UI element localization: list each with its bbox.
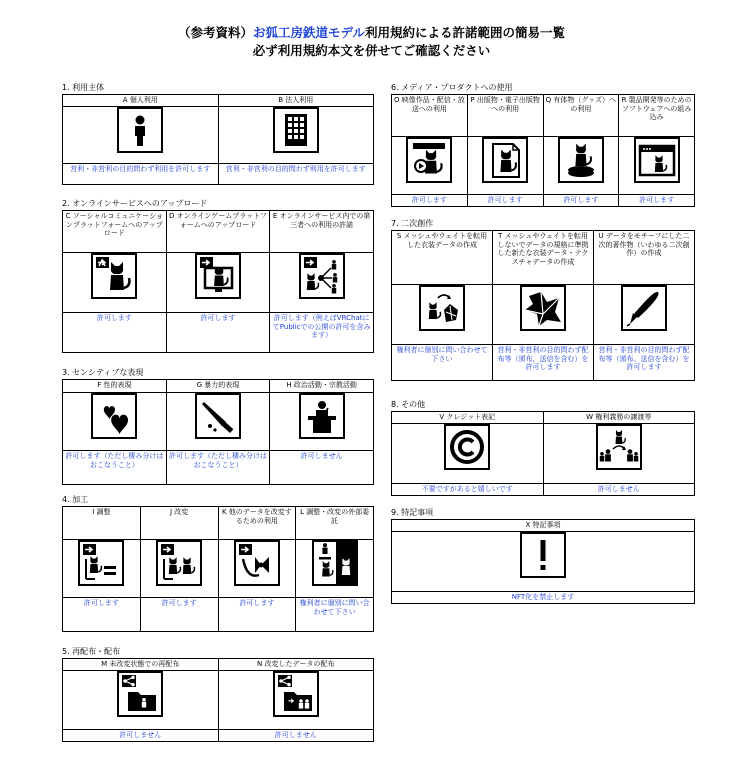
permission-note: 営利・非営利の目的問わず配布等（頒布、送信を含む）を許可します [594, 345, 695, 381]
item-header: G 暴力的表現 [166, 380, 270, 393]
item-header: H 政治活動・宗教活動 [270, 380, 374, 393]
permission-note: 許可します [63, 598, 141, 632]
item-header: K 他のデータを改変するための利用 [218, 507, 296, 540]
section-media-product: 6. メディア・プロダクトへの使用 O 映像作品・配信・放送への利用 P 出版物・電子出版物への利用 Q 有体物（グッズ）への利用 R 製品開発等のためのソフトウェアへの組み込み 許可します 許可します 許可します 許可します [391, 82, 695, 207]
permission-note: 許可します [619, 195, 695, 207]
publication-icon [482, 137, 528, 183]
section-special-notes: 9. 特記事項 X 特記事項 NFT化を禁止します [391, 507, 695, 604]
permission-note: 許可しません [270, 451, 374, 485]
permission-note: 許可します [166, 313, 270, 353]
permission-note: 許可します [140, 598, 218, 632]
permission-note: 許可しません [63, 729, 219, 741]
section-processing: 4. 加工 I 調整 J 改変 K 他のデータを改変するための利用 L 調整・改変の外部委託 許可します 許可します 許可します 権利者に個別に問い合わせて下さい [62, 494, 374, 632]
section-online-upload: 2. オンラインサービスへのアップロード C ソーシャルコミュニケーションプラットフォームへのアップロード D オンラインゲームプラットフォームへのアップロード E オンラインサービス内での第三者への利用の許諾 許可します 許可します 許可します（例えばVRChatにてPublicでの公開の許可を含みます） [62, 198, 374, 353]
item-header: U データをモチーフにした二次的著作物（いわゆる二次創作）の作成 [594, 231, 695, 285]
permission-note: 許可します [218, 598, 296, 632]
item-header: Q 有体物（グッズ）への利用 [543, 95, 619, 137]
item-header: C ソーシャルコミュニケーションプラットフォームへのアップロード [63, 211, 167, 253]
permission-note: 許可します（例えばVRChatにてPublicでの公開の許可を含みます） [270, 313, 374, 353]
item-header: E オンラインサービス内での第三者への利用の許諾 [270, 211, 374, 253]
permission-note: 許可しません [218, 729, 374, 741]
item-header: T メッシュやウェイトを転用しないでデータの規格に準拠した新たな衣装データ・テクスチャデータの作成 [493, 231, 594, 285]
item-header: W 権利義務の譲渡等 [543, 412, 695, 424]
brand-name: お狐工房鉄道モデル [253, 25, 365, 40]
item-header: N 改変したデータの配布 [218, 659, 374, 671]
share-folder-icon [117, 671, 163, 717]
ribbon-icon [234, 540, 280, 586]
item-header: L 調整・改変の外部委託 [296, 507, 374, 540]
document-title [0, 24, 743, 60]
share-modified-icon [273, 671, 319, 717]
item-header: I 調整 [63, 507, 141, 540]
outsource-icon [312, 540, 358, 586]
permission-note: 許可します [467, 195, 543, 207]
item-header: F 性的表現 [63, 380, 167, 393]
copyright-icon [444, 424, 490, 470]
building-icon [273, 107, 319, 153]
section-sensitive-expression: 3. センシティブな表現 F 性的表現 G 暴力的表現 H 政治活動・宗教活動 許可します（ただし棲み分けはおこなうこと） 許可します（ただし棲み分けはおこなうこと） 許可しません [62, 367, 374, 485]
section-derivative-works: 7. 二次創作 S メッシュやウェイトを転用した衣装データの作成 T メッシュやウェイトを転用しないでデータの規格に準拠した新たな衣装データ・テクスチャデータの作成 U データをモチーフにした二次的著作物（いわゆる二次創作）の作成 権利者に個別に問い合わせて下さい 営利・非営利の目的問わず配布等（頒布、送信を含む）を許可します 営利・非営利の目的問わず配布等（頒布、送信を含む）を許可します [391, 218, 695, 381]
section-redistribution: 5. 再配布・配布 M 未改変状態での再配布 N 改変したデータの配布 許可しません 許可しません [62, 646, 374, 742]
permission-note: 許可します [543, 195, 619, 207]
permission-note: 権利者に個別に問い合わせて下さい [296, 598, 374, 632]
title-line-1: （参考資料）お狐工房鉄道モデル利用規約による許諾範囲の簡易一覧 [178, 25, 565, 40]
cloth-icon [520, 285, 566, 331]
item-header: V クレジット表記 [392, 412, 544, 424]
permission-note: 許可します [392, 195, 468, 207]
pen-icon [621, 285, 667, 331]
item-header: M 未改変状態での再配布 [63, 659, 219, 671]
podium-icon [299, 393, 345, 439]
item-header: J 改変 [140, 507, 218, 540]
section-usage-subject: 1. 利用主体 A 個人利用 B 法人利用 営利・非営利の目的問わず利用を許可します 営利・非営利の目的問わず利用を許可します [62, 82, 374, 185]
item-header: X 特記事項 [392, 520, 695, 532]
share-people-icon [299, 253, 345, 299]
permission-note: 営利・非営利の目的問わず配布等（頒布、送信を含む）を許可します [493, 345, 594, 381]
transfer-rights-icon [596, 424, 642, 470]
software-icon [634, 137, 680, 183]
title-line-2: 必ず利用規約本文を併せてご確認ください [252, 43, 491, 58]
permission-note: 許可します（ただし棲み分けはおこなうこと） [166, 451, 270, 485]
permission-note: 許可します（ただし棲み分けはおこなうこと） [63, 451, 167, 485]
video-icon [406, 137, 452, 183]
permission-note: 営利・非営利の目的問わず利用を許可します [218, 164, 374, 185]
modify-icon [156, 540, 202, 586]
permission-note: NFT化を禁止します [392, 592, 695, 604]
item-header: D オンラインゲームプラットフォームへのアップロード [166, 211, 270, 253]
permission-note: 権利者に個別に問い合わせて下さい [392, 345, 493, 381]
mesh-transfer-icon [419, 285, 465, 331]
permission-note: 営利・非営利の目的問わず利用を許可します [63, 164, 219, 185]
item-header: P 出版物・電子出版物への利用 [467, 95, 543, 137]
hearts-icon [91, 393, 137, 439]
permission-note: 不要ですがあると嬉しいです [392, 483, 544, 495]
item-header: S メッシュやウェイトを転用した衣装データの作成 [392, 231, 493, 285]
item-header: R 製品開発等のためのソフトウェアへの組み込み [619, 95, 695, 137]
item-header: B 法人利用 [218, 95, 374, 107]
knife-icon [195, 393, 241, 439]
adjust-icon [78, 540, 124, 586]
permission-note: 許可します [63, 313, 167, 353]
section-other: 8. その他 V クレジット表記 W 権利義務の譲渡等 不要ですがあると嬉しいです 許可しません [391, 399, 695, 496]
upload-monitor-icon [195, 253, 241, 299]
item-header: A 個人利用 [63, 95, 219, 107]
goods-icon [558, 137, 604, 183]
person-icon [117, 107, 163, 153]
item-header: O 映像作品・配信・放送への利用 [392, 95, 468, 137]
permission-note: 許可しません [543, 483, 695, 495]
exclamation-icon [520, 532, 566, 578]
upload-avatar-icon [91, 253, 137, 299]
